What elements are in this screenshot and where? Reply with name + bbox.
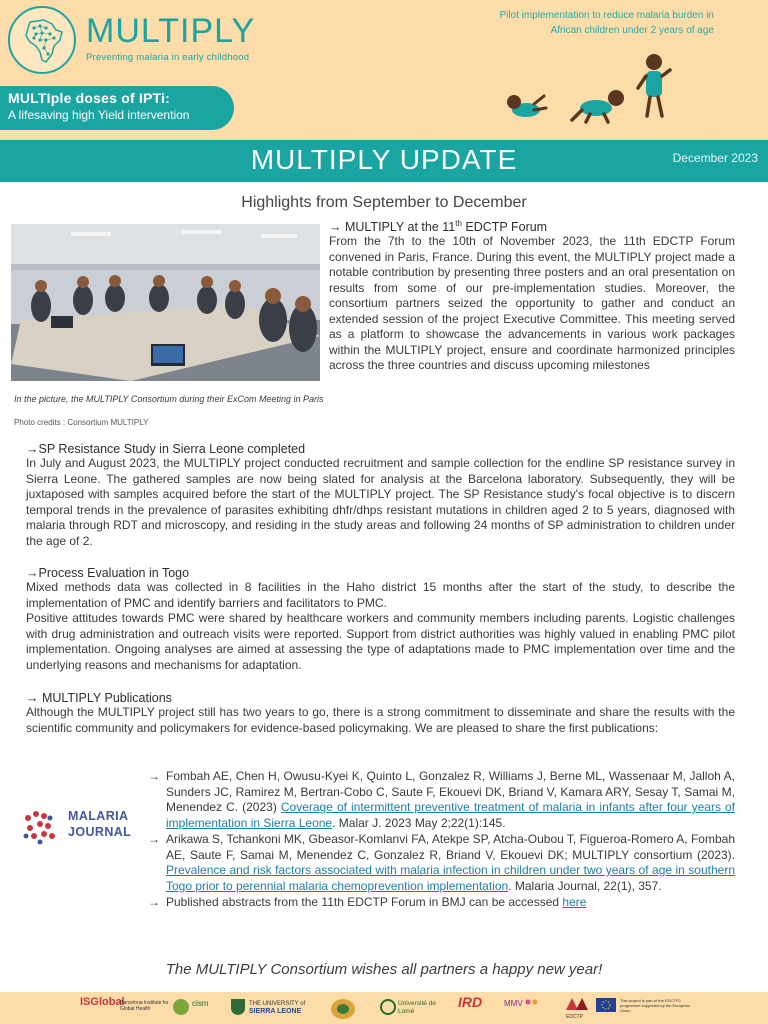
ird-logo-text: IRD [458,994,483,1010]
eu-funding-note: This project is part of the EDCTP2 programme supported by the European Union [620,998,690,1013]
universite-lome-logo [380,998,440,1018]
highlights-title: Highlights from September to December [241,194,527,211]
meeting-photo [11,224,320,381]
section-sp-body: In July and August 2023, the MULTIPLY project conducted recruitment and sample collection for the endline SP resistance survey in Sierra Leone. The gathered samples are now being slated for analysis at the Barcelona laboratory. Subsequently, they will be juxtaposed with samples acquired before the start of the MULTIPLY project. The SP Resistance study's focal objective is to discern temporal trends in the prevalence of parasites exhibiting dhfr/dhps resistant mutations in children aged 2 to 5 years, diagnosed with malaria through RDT and microscopy, and residing in the study areas and following 24 months of SP administration to children under the age of 2. [26,456,735,548]
publication-list [148,769,735,912]
tagline [454,8,714,38]
isglobal-logo-subtitle: Barcelona Institute for Global Health [120,1000,169,1012]
banner-title: MULTIPLY UPDATE [250,144,518,175]
photo-caption: In the picture, the MULTIPLY Consortium during their ExCom Meeting in Paris [14,394,324,404]
arrow-right-icon: → [148,769,160,783]
ird-logo [458,994,483,1018]
section-edctp-title-suffix: EDCTP Forum [461,220,548,235]
tag-title: MULTIple doses of IPTi: [8,90,170,106]
section-publications [26,691,735,736]
ulome-logo-text: Université de Lomé [398,1000,436,1015]
isglobal-logo-text: ISGlobal [80,996,125,1008]
section-process-body-2: Positive attitudes towards PMC were shared by healthcare workers and community members including parents. Logistic challenges with drug administration and outreach visits were reported. Support from district authorities was highly valued in enabling PMC pilot implementation. Ongoing analyses are aimed at assessing the type of adaptations made to PMC implementation over time and the underlying reasons and mechanisms for adaptation. [26,611,735,672]
section-edctp-body: From the 7th to the 10th of November 2023, the 11th EDCTP Forum convened in Paris, France. During this event, the MULTIPLY project made a notable contribution by presenting three posters and an oral presentation on results from some of our pre-implementation studies. Moreover, the consortium partners seized the opportunity to gather and conduct an extended session of the project Executive Committee. This meeting served as a platform to showcase the advancements in various work packages within the MULTIPLY project, ensure and coordinate harmonized principles across the three countries and discuss upcoming milestones [329,234,735,373]
cism-logo-text: cism [192,999,209,1008]
malaria-journal-line-1: MALARIA [68,809,129,823]
cism-icon [172,998,190,1016]
tag-subtitle: A lifesaving high Yield intervention [8,108,190,122]
section-publications-body: Although the MULTIPLY project still has two years to go, there is a strong commitment to disseminate and share the results with the scientific community and policymakers for evidence-based policymaking. We are pleased to share the first publications: [26,705,735,735]
logo-subtitle: Preventing malaria in early childhood [86,52,250,63]
publication-authors: Fombah AE, Chen H, Owusu-Kyei K, Quinto L, Gonzalez R, Williams J, Berne ML, Wassenaar M, Jalloh A, Sunders JC, Ramirez M, Bertran-Cobo C, Saute F, Ekouevi DK, Briand V, Kamara ARY, Sesay T, Samai M, Menendez C. (2023) [166,769,735,814]
section-edctp [329,219,735,374]
africa-logo-icon [8,6,76,74]
malaria-journal-icon [20,806,64,850]
ulome-icon [380,998,396,1016]
section-publications-title: → MULTIPLY Publications [26,691,172,705]
section-sp-title: →SP Resistance Study in Sierra Leone completed [26,442,306,456]
tagline-line-1: Pilot implementation to reduce malaria burden in [499,10,714,21]
cism-logo [172,998,209,1018]
footer-logos [0,992,768,1024]
section-edctp-title-sup: th [455,219,462,228]
section-process-evaluation [26,566,735,673]
isglobal-logo [80,996,169,1018]
header [0,0,768,140]
arrow-right-icon: → [148,832,160,846]
photo-credit: Photo credits : Consortium MULTIPLY [14,418,149,427]
title-banner [0,140,768,182]
publication-item [148,895,735,911]
banner-date: December 2023 [672,151,758,165]
publication-link[interactable]: Prevalence and risk factors associated with malaria infection in children under two years of age in southern Togo prior to perennial malaria chemoprevention implementation [166,863,735,893]
sierra-leone-seal-icon [330,998,356,1018]
logo-title: MULTIPLY [86,12,256,50]
malaria-journal-logo [20,806,132,850]
children-illustration-icon [504,50,684,128]
arrow-right-icon: → [148,895,160,909]
usl-crest-icon [230,998,246,1016]
publication-item [148,832,735,894]
usl-logo [230,998,320,1018]
eu-flag-icon [596,998,616,1018]
section-process-body-1: Mixed methods data was collected in 8 facilities in the Haho district 15 months after the start of the study, to describe the implementation of PMC and identify barriers and facilitators to PMC. [26,580,735,610]
greeting: The MULTIPLY Consortium wishes all partners a happy new year! [165,961,603,978]
mmv-logo [504,998,539,1018]
section-sp-resistance [26,442,735,549]
publication-item [148,769,735,831]
section-edctp-title-prefix: → MULTIPLY at the 11 [329,220,456,235]
edctp-logo [566,998,588,1018]
abstracts-here-link[interactable]: here [562,895,587,909]
publication-link[interactable]: Coverage of intermittent preventive treatment of malaria in infants after four years of implementation in Sierra Leone [166,800,735,830]
usl-logo-line-1: THE UNIVERSITY of [249,1001,306,1007]
mmv-logo-text: MMV [504,999,523,1008]
publication-tail: . Malaria Journal, 22(1), 357. [508,878,662,893]
malaria-journal-line-2: JOURNAL [68,825,132,839]
edctp-icon [566,998,588,1010]
section-process-title: →Process Evaluation in Togo [26,566,190,580]
section-edctp-title [329,219,735,234]
usl-logo-line-2: SIERRA LEONE [249,1008,302,1015]
edctp-logo-text: EDCTP [566,1014,583,1020]
publication-authors: Arikawa S, Tchankoni MK, Gbeasor-Komlanvi FA, Atekpe SP, Atcha-Oubou T, Figueroa-Romero A, Fombah AE, Saute F, Samai M, Menendez C, Gonzalez R, Briand V, Ekouevi DK; MULTIPLY consortium (2023). [166,832,735,862]
tag-pill [0,86,234,130]
tagline-line-2: African children under 2 years of age [550,25,714,36]
publication-authors: Published abstracts from the 11th EDCTP Forum in BMJ can be accessed [166,895,563,909]
publication-tail: . Malar J. 2023 May 2;22(1):145. [332,815,506,830]
mmv-dots-icon [525,998,539,1006]
malaria-journal-text [68,808,131,840]
